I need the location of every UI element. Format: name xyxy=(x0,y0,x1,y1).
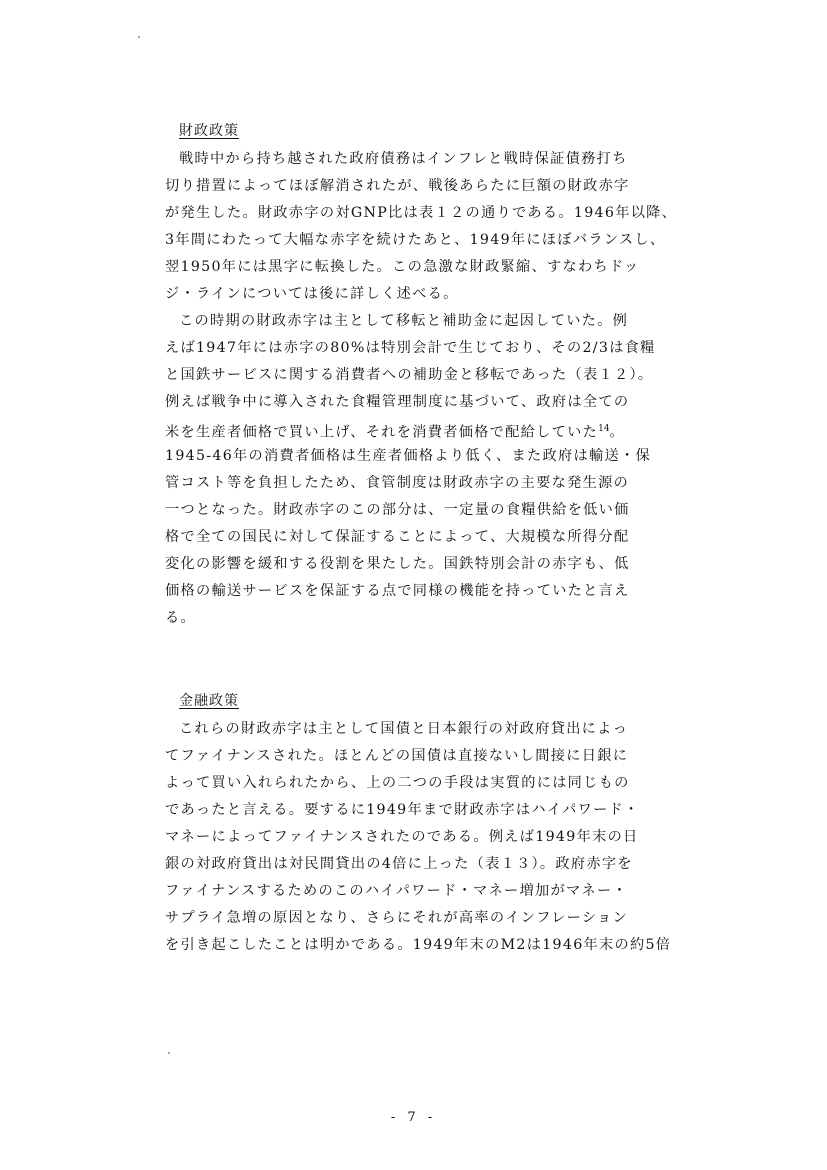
text-line: 例えば戦争中に導入された食糧管理制度に基づいて、政府は全ての xyxy=(165,394,630,410)
text-line: る。 xyxy=(165,610,196,626)
footnote-ref[interactable]: 14 xyxy=(598,424,610,434)
text-line: 3年間にわたって大幅な赤字を続けたあと、1949年にほぼバランスし、 xyxy=(165,232,666,248)
text-line-with-footnote: 米を生産者価格で買い上げ、それを消費者価格で配給していた$^{14}$。 xyxy=(165,424,626,441)
text-line: てファイナンスされた。ほとんどの国債は直接ないし間接に日銀に xyxy=(165,748,629,764)
fiscal-policy-section xyxy=(165,120,678,632)
section-heading-fiscal-policy: 財政政策 xyxy=(179,123,239,139)
text-line: この時期の財政赤字は主として移転と補助金に起因していた。例 xyxy=(179,313,629,329)
text-line: これらの財政赤字は主として国債と日本銀行の対政府貸出によっ xyxy=(179,721,629,737)
text-line: と国鉄サービスに関する消費者への補助金と移転であった（表１２）。 xyxy=(165,367,654,383)
text-line: えば1947年には赤字の80%は特別会計で生じており、その2/3は食糧 xyxy=(165,340,656,356)
text-line: 管コスト等を負担したため、食管制度は財政赤字の主要な発生源の xyxy=(165,475,630,491)
text-line: を引き起こしたことは明かである。1949年末のM2は1946年末の約5倍 xyxy=(165,937,672,953)
text-line: 1945-46年の消費者価格は生産者価格より低く、また政府は輸送・保 xyxy=(165,448,651,464)
text-line: 変化の影響を緩和する役割を果たした。国鉄特別会計の赤字も、低 xyxy=(165,556,630,572)
text-line: 戦時中から持ち越された政府債務はインフレと戦時保証債務打ち xyxy=(179,151,628,167)
text-line: 格で全ての国民に対して保証することによって、大規模な所得分配 xyxy=(165,529,630,545)
fiscal-policy-paragraph-1 xyxy=(165,146,678,308)
text-line: 切り措置によってほぼ解消されたが、戦後あらたに巨額の財政赤字 xyxy=(165,178,630,194)
text-line: 銀の対政府貸出は対民間貸出の4倍に上った（表１３）。政府赤字を xyxy=(165,856,633,872)
fiscal-policy-paragraph-2 xyxy=(165,308,675,632)
scan-speck xyxy=(138,36,140,38)
text-line: 一つとなった。財政赤字のこの部分は、一定量の食糧供給を低い価 xyxy=(165,502,630,518)
page-number: - 7 - xyxy=(390,1110,437,1125)
text-line: サプライ急増の原因となり、さらにそれが高率のインフレーション xyxy=(165,910,629,926)
text-line: 米を生産者価格で買い上げ、それを消費者価格で配給していた xyxy=(165,424,599,441)
section-heading-monetary-policy: 金融政策 xyxy=(179,693,239,709)
text-line: 翌1950年には黒字に転換した。この急激な財政緊縮、すなわちドッ xyxy=(165,259,640,275)
scan-speck xyxy=(168,1052,170,1054)
monetary-policy-paragraph-1 xyxy=(165,716,675,959)
text-line: が発生した。財政赤字の対GNP比は表１２の通りである。1946年以降、 xyxy=(165,205,678,221)
text-line: マネーによってファイナンスされたのである。例えば1949年末の日 xyxy=(165,829,639,845)
text-line: 価格の輸送サービスを保証する点で同様の機能を持っていたと言え xyxy=(165,583,630,599)
monetary-policy-section xyxy=(165,690,675,959)
text-line: ファイナンスするためのこのハイパワード・マネー増加がマネー・ xyxy=(165,883,628,899)
text-line: ジ・ラインについては後に詳しく述べる。 xyxy=(165,286,459,302)
text-line: であったと言える。要するに1949年まで財政赤字はハイパワード・ xyxy=(165,802,640,818)
text-line: よって買い入れられたから、上の二つの手段は実質的には同じもの xyxy=(165,775,630,791)
